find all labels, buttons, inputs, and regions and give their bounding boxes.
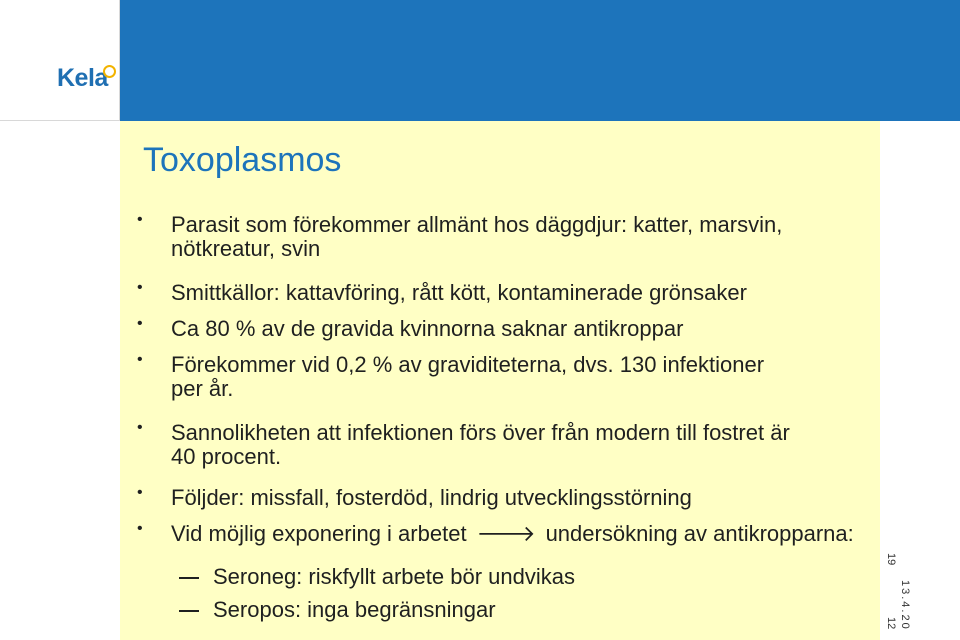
kela-logo: Kela [57,64,108,92]
sub-item-seropos: Seropos: inga begränsningar [213,597,496,622]
bullet-4: Förekommer vid 0,2 % av graviditeterna, dvs. 130 infektioner per år. [171,352,765,401]
bullet-dot: • [137,351,143,368]
arrow-right-icon: 🡒 [476,521,536,546]
bullet-dot: • [137,315,143,332]
logo-box [0,0,120,121]
bullet-3: Ca 80 % av de gravida kvinnorna saknar antikroppar [171,316,684,341]
bullet-dot: • [137,211,143,228]
header-bar [120,0,960,121]
sub-bullet-dash [179,577,199,579]
bullet-dot: • [137,419,143,436]
left-margin [0,121,120,640]
slide-number: 19 [885,553,897,566]
kela-logo-mark-icon [103,65,116,78]
bullet-2: Smittkällor: kattavföring, rått kött, kontaminerade grönsaker [171,280,747,305]
bullet-7: Vid möjlig exponering i arbetet 🡒 undersökning av antikropparna: [171,521,854,546]
sub-bullet-dash [179,610,199,612]
bullet-dot: • [137,520,143,537]
bullet-1: Parasit som förekommer allmänt hos däggdjur: katter, marsvin, nötkreatur, svin [171,212,783,261]
sub-item-seroneg: Seroneg: riskfyllt arbete bör undvikas [213,564,575,589]
slide-date-year: 12 [885,617,897,630]
bullet-6: Följder: missfall, fosterdöd, lindrig utvecklingsstörning [171,485,692,510]
slide-date: 13.4.20 [899,580,911,631]
bullet-dot: • [137,484,143,501]
bullet-5: Sannolikheten att infektionen förs över från modern till fostret är 40 procent. [171,420,790,469]
bullet-dot: • [137,279,143,296]
slide-title: Toxoplasmos [143,141,342,179]
